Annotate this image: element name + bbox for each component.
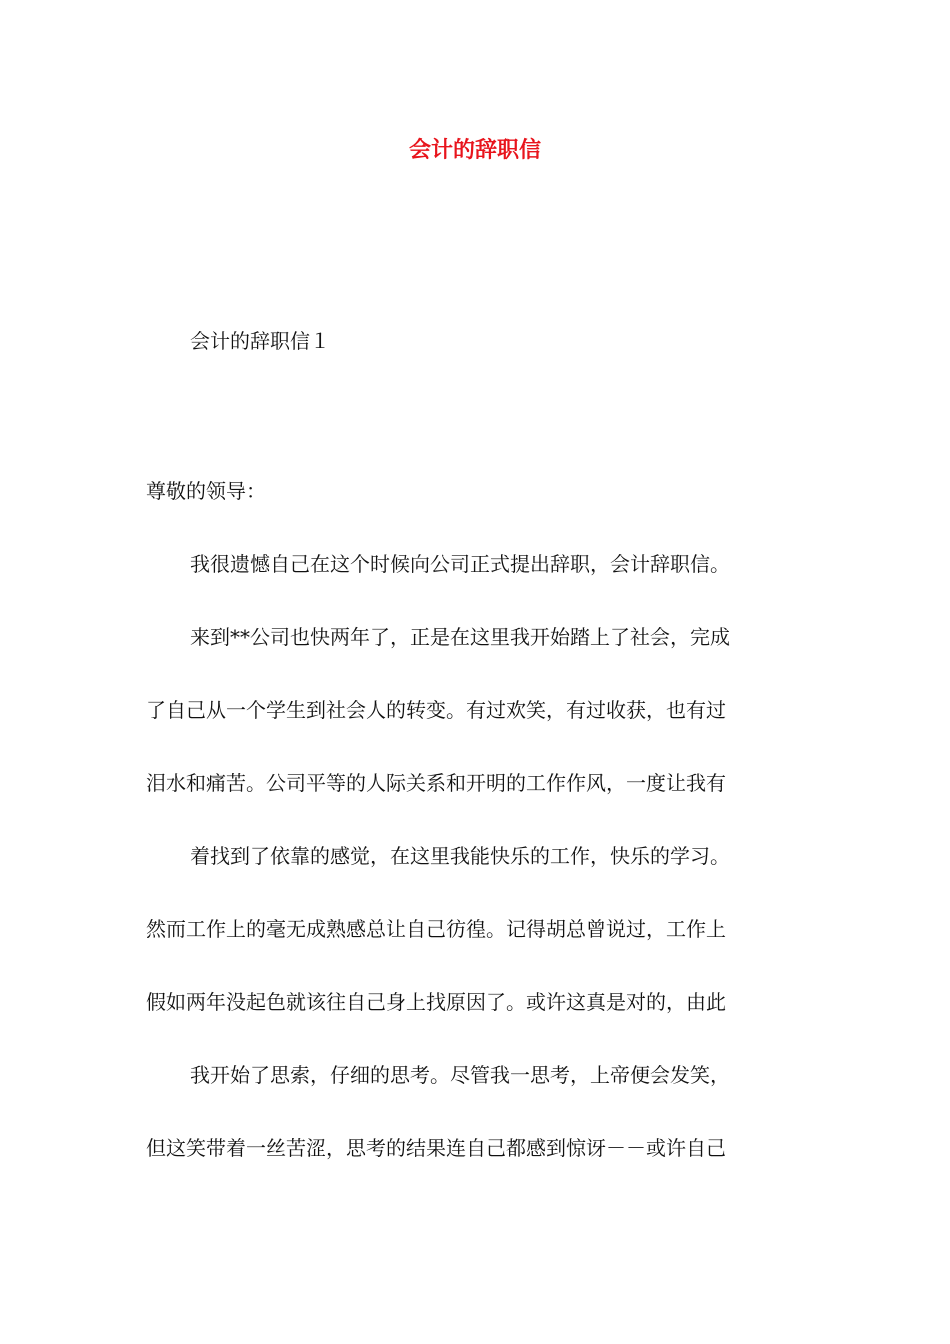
body-line: 我开始了思索，仔细的思考。尽管我一思考，上帝便会发笑， [190,1063,730,1087]
salutation: 尊敬的领导： [146,479,266,503]
body-line: 假如两年没起色就该往自己身上找原因了。或许这真是对的，由此 [146,990,726,1014]
section-heading: 会计的辞职信１ [190,329,330,353]
body-line: 了自己从一个学生到社会人的转变。有过欢笑，有过收获，也有过 [146,698,726,722]
body-line: 我很遗憾自己在这个时候向公司正式提出辞职，会计辞职信。 [190,552,730,576]
body-line: 泪水和痛苦。公司平等的人际关系和开明的工作作风，一度让我有 [146,771,726,795]
body-line: 来到**公司也快两年了，正是在这里我开始踏上了社会，完成 [190,625,730,649]
body-line: 着找到了依靠的感觉，在这里我能快乐的工作，快乐的学习。 [190,844,730,868]
body-line: 但这笑带着一丝苦涩，思考的结果连自己都感到惊讶－－或许自己 [146,1136,726,1160]
body-line: 然而工作上的毫无成熟感总让自己彷徨。记得胡总曾说过，工作上 [146,917,726,941]
document-title: 会计的辞职信 [408,138,541,163]
